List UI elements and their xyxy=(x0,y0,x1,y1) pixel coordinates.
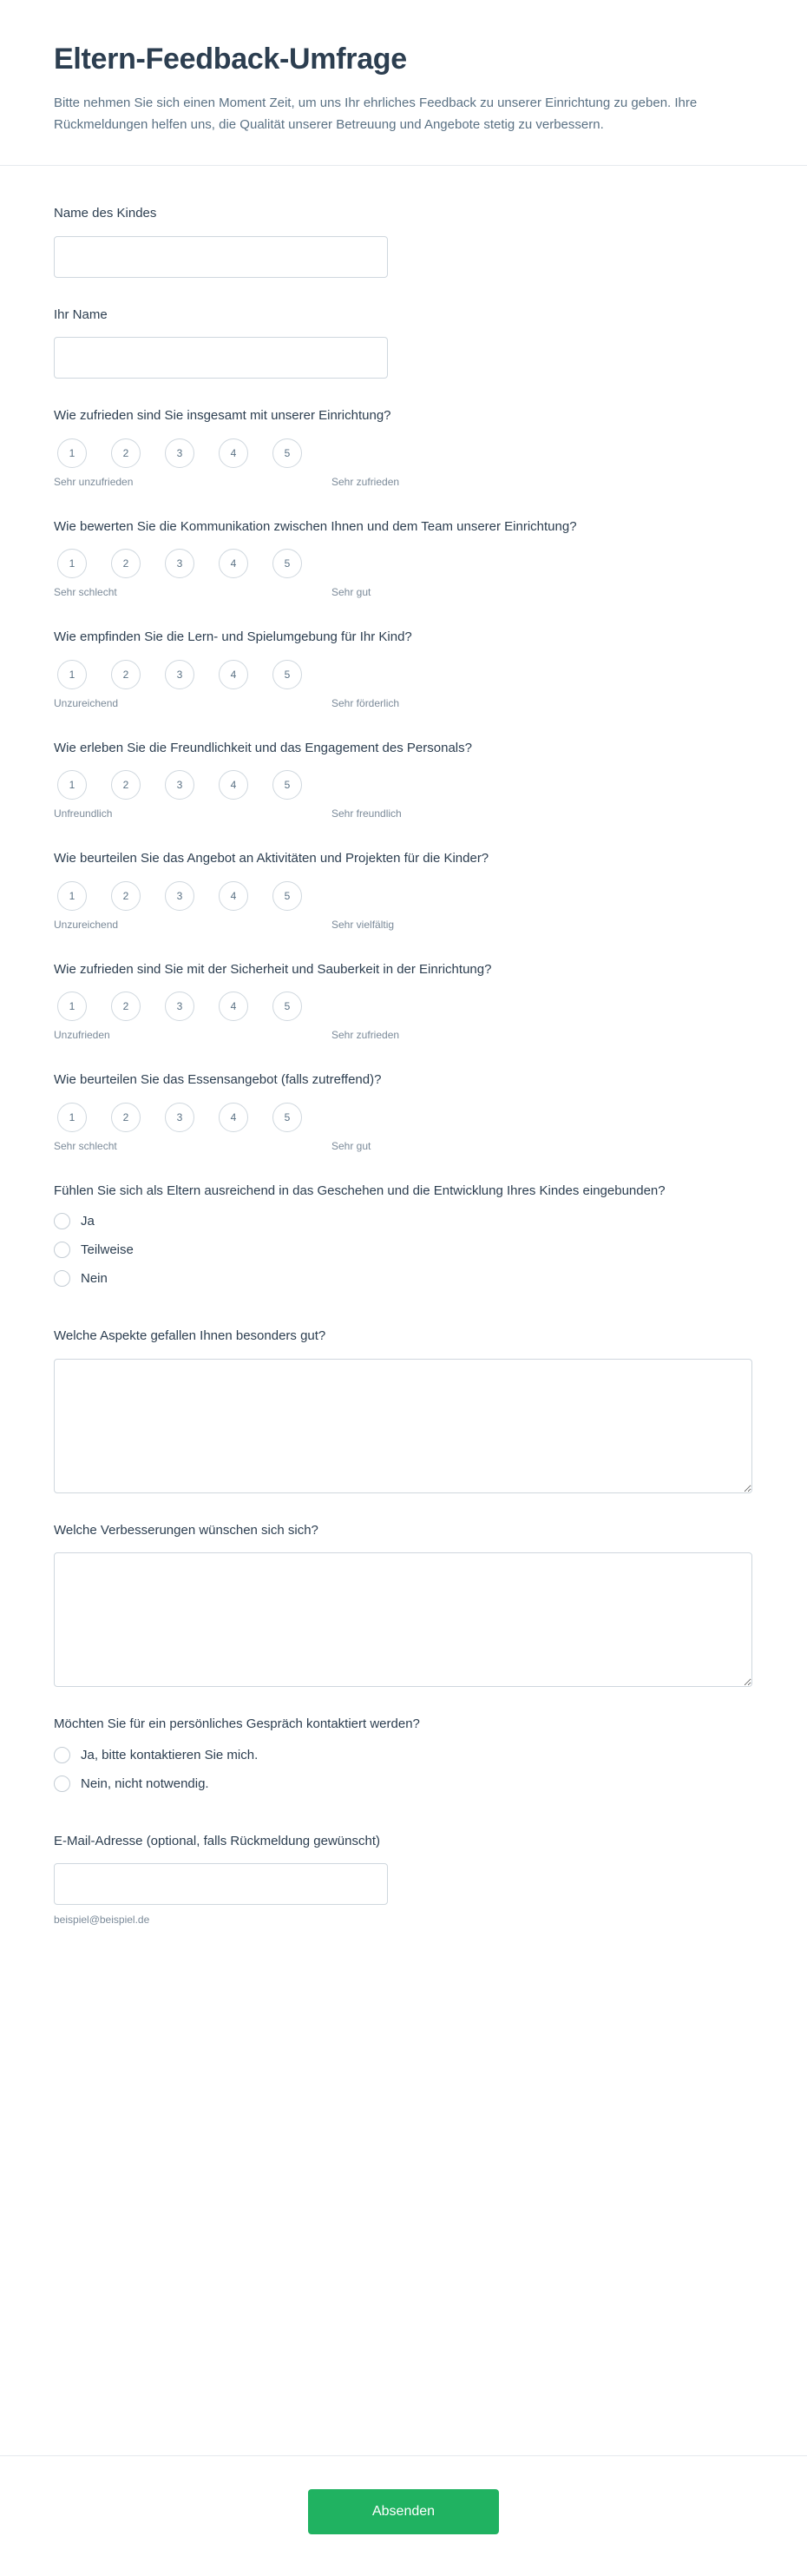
scale-circle[interactable]: 1 xyxy=(57,549,87,578)
scale-legend xyxy=(54,697,753,711)
scale-option[interactable] xyxy=(108,660,144,689)
scale-label: Wie zufrieden sind Sie insgesamt mit unserer Einrichtung? xyxy=(54,408,391,424)
scale-option[interactable] xyxy=(161,660,198,689)
scale-option[interactable] xyxy=(54,1103,90,1132)
scale-legend-right: Sehr gut xyxy=(331,1139,371,1152)
question-contact-request xyxy=(54,1703,753,1820)
scale-option[interactable] xyxy=(54,770,90,800)
scale-label: Wie bewerten Sie die Kommunikation zwischen Ihnen und dem Team unserer Einrichtung? xyxy=(54,518,577,534)
radio-option-label: Nein, nicht notwendig. xyxy=(81,1776,209,1791)
scale-circle[interactable]: 4 xyxy=(219,992,248,1021)
page-title: Eltern-Feedback-Umfrage xyxy=(54,43,407,76)
scale-option[interactable] xyxy=(161,549,198,578)
textarea-label: Welche Verbesserungen wünschen sich sich? xyxy=(54,1522,318,1538)
question-learning-environment xyxy=(54,616,753,727)
scale-circle[interactable]: 1 xyxy=(57,438,87,468)
scale-circle[interactable]: 2 xyxy=(111,992,141,1021)
scale-option[interactable] xyxy=(108,1103,144,1132)
scale-circle[interactable]: 4 xyxy=(219,660,248,689)
scale-label: Wie beurteilen Sie das Essensangebot (falls zutreffend)? xyxy=(54,1072,382,1088)
scale-circle[interactable]: 3 xyxy=(165,1103,194,1132)
scale-legend-left: Sehr unzufrieden xyxy=(54,475,134,488)
question-activities xyxy=(54,837,753,948)
question-positive-aspects xyxy=(54,1314,753,1509)
scale-legend-left: Sehr schlecht xyxy=(54,1139,117,1152)
scale-option[interactable] xyxy=(269,438,305,468)
scale-label: Wie beurteilen Sie das Angebot an Aktivitäten und Projekten für die Kinder? xyxy=(54,851,489,866)
scale-circle[interactable]: 4 xyxy=(219,881,248,911)
email-label: E-Mail-Adresse (optional, falls Rückmeldung gewünscht) xyxy=(54,1833,380,1848)
scale-circle[interactable]: 2 xyxy=(111,1103,141,1132)
scale-label: Wie empfinden Sie die Lern- und Spielumgebung für Ihr Kind? xyxy=(54,629,412,645)
radio-option-label: Teilweise xyxy=(81,1242,134,1258)
radio-option[interactable] xyxy=(54,1270,753,1287)
scale-circle[interactable]: 1 xyxy=(57,1103,87,1132)
scale-option[interactable] xyxy=(161,1103,198,1132)
scale-circle[interactable]: 3 xyxy=(165,881,194,911)
form-header xyxy=(0,0,807,166)
scale-options xyxy=(54,992,753,1021)
scale-option[interactable] xyxy=(54,438,90,468)
scale-circle[interactable]: 1 xyxy=(57,770,87,800)
scale-option[interactable] xyxy=(269,992,305,1021)
scale-options xyxy=(54,1103,753,1132)
scale-option[interactable] xyxy=(269,549,305,578)
scale-circle[interactable]: 1 xyxy=(57,881,87,911)
scale-circle[interactable]: 5 xyxy=(272,992,302,1021)
improvements-textarea[interactable] xyxy=(54,1552,752,1687)
radio-circle-icon[interactable] xyxy=(54,1747,70,1763)
scale-circle[interactable]: 5 xyxy=(272,660,302,689)
scale-option[interactable] xyxy=(54,660,90,689)
scale-circle[interactable]: 5 xyxy=(272,770,302,800)
scale-legend-left: Unzufrieden xyxy=(54,1029,110,1042)
scale-option[interactable] xyxy=(269,770,305,800)
scale-options xyxy=(54,881,753,911)
scale-circle[interactable]: 2 xyxy=(111,770,141,800)
radio-option[interactable] xyxy=(54,1242,753,1258)
scale-legend-left: Unzureichend xyxy=(54,918,119,931)
scale-option[interactable] xyxy=(215,438,252,468)
form-body xyxy=(0,166,807,2433)
scale-option[interactable] xyxy=(161,992,198,1021)
radio-circle-icon[interactable] xyxy=(54,1213,70,1229)
scale-circle[interactable]: 4 xyxy=(219,1103,248,1132)
radio-circle-icon[interactable] xyxy=(54,1776,70,1792)
form-footer xyxy=(0,2455,807,2576)
scale-legend-right: Sehr förderlich xyxy=(331,696,400,709)
email-field[interactable] xyxy=(54,1863,388,1905)
radio-option-label: Ja, bitte kontaktieren Sie mich. xyxy=(81,1747,259,1762)
scale-circle[interactable]: 3 xyxy=(165,770,194,800)
scale-circle[interactable]: 3 xyxy=(165,660,194,689)
question-email xyxy=(54,1820,753,1942)
scale-option[interactable] xyxy=(161,770,198,800)
scale-option[interactable] xyxy=(161,881,198,911)
scale-legend-right: Sehr zufrieden xyxy=(331,1029,400,1042)
radio-group-label: Fühlen Sie sich als Eltern ausreichend in das Geschehen und die Entwicklung Ihres Kindes eingebunden? xyxy=(54,1183,666,1198)
scale-option[interactable] xyxy=(215,1103,252,1132)
radio-option[interactable] xyxy=(54,1213,753,1229)
form-description: Bitte nehmen Sie sich einen Moment Zeit, um uns Ihr ehrliches Feedback zu unserer Einrichtung zu geben. Ihre Rückmeldungen helfen uns, die Qualität unserer Betreuung und Angebote stetig zu verbessern. xyxy=(54,95,698,132)
scale-legend xyxy=(54,476,753,490)
question-overall-satisfaction xyxy=(54,394,753,505)
scale-option[interactable] xyxy=(161,438,198,468)
scale-legend-right: Sehr vielfältig xyxy=(331,918,395,931)
scale-option[interactable] xyxy=(269,881,305,911)
scale-circle[interactable]: 5 xyxy=(272,438,302,468)
scale-option[interactable] xyxy=(215,881,252,911)
scale-option[interactable] xyxy=(108,881,144,911)
question-communication xyxy=(54,505,753,616)
scale-legend-left: Sehr schlecht xyxy=(54,586,117,599)
scale-option[interactable] xyxy=(215,992,252,1021)
scale-label: Wie erleben Sie die Freundlichkeit und das Engagement des Personals? xyxy=(54,740,472,755)
radio-option[interactable] xyxy=(54,1747,753,1763)
scale-legend-right: Sehr gut xyxy=(331,586,371,599)
scale-legend xyxy=(54,919,753,932)
scale-options xyxy=(54,549,753,578)
scale-option[interactable] xyxy=(108,770,144,800)
child-name-label: Name des Kindes xyxy=(54,206,157,221)
scale-option[interactable] xyxy=(108,549,144,578)
radio-list xyxy=(54,1213,753,1287)
scale-legend-left: Unzureichend xyxy=(54,696,119,709)
scale-option[interactable] xyxy=(215,770,252,800)
scale-circle[interactable]: 2 xyxy=(111,660,141,689)
scale-circle[interactable]: 2 xyxy=(111,549,141,578)
question-safety-cleanliness xyxy=(54,948,753,1059)
radio-list xyxy=(54,1747,753,1792)
question-improvements xyxy=(54,1509,753,1703)
scale-circle[interactable]: 3 xyxy=(165,438,194,468)
scale-circle[interactable]: 1 xyxy=(57,660,87,689)
scale-circle[interactable]: 3 xyxy=(165,549,194,578)
radio-option-label: Nein xyxy=(81,1271,108,1287)
scale-legend-right: Sehr freundlich xyxy=(331,807,402,820)
scale-circle[interactable]: 5 xyxy=(272,549,302,578)
scale-legend xyxy=(54,586,753,600)
scale-label: Wie zufrieden sind Sie mit der Sicherheit und Sauberkeit in der Einrichtung? xyxy=(54,961,492,977)
scale-option[interactable] xyxy=(108,438,144,468)
scale-legend-left: Unfreundlich xyxy=(54,807,113,820)
scale-options xyxy=(54,438,753,468)
scale-circle[interactable]: 1 xyxy=(57,992,87,1021)
scale-option[interactable] xyxy=(108,992,144,1021)
scale-option[interactable] xyxy=(269,660,305,689)
scale-circle[interactable]: 3 xyxy=(165,992,194,1021)
email-hint: beispiel@beispiel.de xyxy=(54,1914,150,1927)
scale-circle[interactable]: 5 xyxy=(272,881,302,911)
scale-option[interactable] xyxy=(215,549,252,578)
question-child-name xyxy=(54,192,753,293)
your-name-input[interactable] xyxy=(54,337,388,379)
scale-legend-right: Sehr zufrieden xyxy=(331,475,400,488)
scale-option[interactable] xyxy=(54,549,90,578)
scale-circle[interactable]: 2 xyxy=(111,438,141,468)
positive-aspects-textarea[interactable] xyxy=(54,1359,752,1493)
scale-options xyxy=(54,660,753,689)
scale-options xyxy=(54,770,753,800)
scale-circle[interactable]: 2 xyxy=(111,881,141,911)
question-food-offering xyxy=(54,1058,753,1169)
radio-option[interactable] xyxy=(54,1776,753,1792)
radio-circle-icon[interactable] xyxy=(54,1270,70,1287)
scale-option[interactable] xyxy=(269,1103,305,1132)
scale-circle[interactable]: 5 xyxy=(272,1103,302,1132)
scale-circle[interactable]: 4 xyxy=(219,438,248,468)
scale-option[interactable] xyxy=(54,881,90,911)
scale-legend xyxy=(54,1140,753,1154)
scale-legend xyxy=(54,807,753,821)
scale-legend xyxy=(54,1029,753,1043)
scale-option[interactable] xyxy=(54,992,90,1021)
question-your-name xyxy=(54,293,753,395)
child-name-input[interactable] xyxy=(54,236,388,278)
radio-group-label: Möchten Sie für ein persönliches Gespräch kontaktiert werden? xyxy=(54,1716,420,1732)
scale-circle[interactable]: 4 xyxy=(219,549,248,578)
question-staff-friendliness xyxy=(54,727,753,838)
question-parent-involvement xyxy=(54,1169,753,1315)
submit-button[interactable]: Absenden xyxy=(308,2489,499,2534)
radio-circle-icon[interactable] xyxy=(54,1242,70,1258)
scale-option[interactable] xyxy=(215,660,252,689)
textarea-label: Welche Aspekte gefallen Ihnen besonders gut? xyxy=(54,1328,326,1344)
your-name-label: Ihr Name xyxy=(54,306,108,322)
scale-circle[interactable]: 4 xyxy=(219,770,248,800)
radio-option-label: Ja xyxy=(81,1214,95,1229)
